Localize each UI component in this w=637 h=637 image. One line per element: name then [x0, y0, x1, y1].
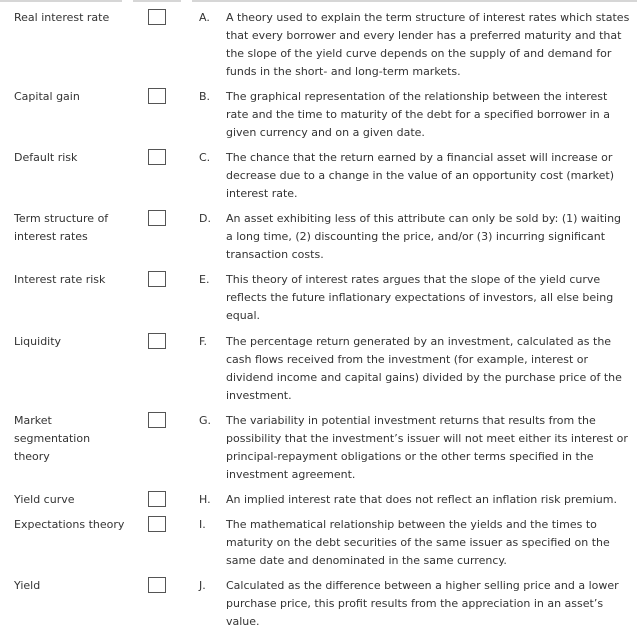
definition-letter: C.	[199, 151, 211, 164]
term-label: Default risk	[14, 151, 78, 164]
answer-input-box[interactable]	[148, 271, 166, 287]
term-label: Yield curve	[14, 493, 75, 506]
term-label: Interest rate risk	[14, 273, 106, 286]
definition-text: The graphical representation of the relationship between the interest rate and the time to maturity of the debt for a specified borrower in a given currency and on a given date.	[226, 90, 611, 139]
answer-input-box[interactable]	[148, 412, 166, 428]
definition-text: The mathematical relationship between the yields and the times to maturity on the debt securities of the same issuer as specified on the same date and denominated in the same currency.	[226, 518, 610, 567]
answer-input-box[interactable]	[148, 149, 166, 165]
definition-text: This theory of interest rates argues that the slope of the yield curve reflects the future inflationary expectations of investors, all else being equal.	[226, 273, 614, 322]
definition-text: A theory used to explain the term structure of interest rates which states that every borrower and every lender has a preferred maturity and that the slope of the yield curve depends on the supply of and demand for funds in the short- and long-term markets.	[226, 11, 630, 78]
definition-text: Calculated as the difference between a higher selling price and a lower purchase price, this profit results from the appreciation in an asset’s value.	[226, 579, 619, 628]
definition-text: An asset exhibiting less of this attribute can only be sold by: (1) waiting a long time, (2) discounting the price, and/or (3) incurring significant transaction costs.	[226, 212, 622, 261]
definition-text: The percentage return generated by an investment, calculated as the cash flows received from the investment (for example, interest or dividend income and capital gains) divided by the purchase price of the investment.	[226, 335, 622, 402]
definition-letter: E.	[199, 273, 210, 286]
definition-text: The variability in potential investment returns that results from the possibility that the investment’s issuer will not meet either its interest or principal-repayment obligations or the other terms specified in the investment agreement.	[226, 414, 628, 481]
term-label: Liquidity	[14, 335, 62, 348]
definition-letter: G.	[199, 414, 212, 427]
definition-text: The chance that the return earned by a financial asset will increase or decrease due to a change in the value of an opportunity cost (market) interest rate.	[226, 151, 614, 200]
term-label: Capital gain	[14, 90, 80, 103]
definition-letter: I.	[199, 518, 206, 531]
answer-input-box[interactable]	[148, 210, 166, 226]
answer-input-box[interactable]	[148, 9, 166, 25]
definition-letter: J.	[199, 579, 206, 592]
top-divider-right	[192, 0, 637, 2]
term-label: Market segmentation theory	[14, 414, 91, 463]
definition-text: An implied interest rate that does not reflect an inflation risk premium.	[226, 493, 617, 506]
top-divider-middle	[133, 0, 181, 2]
term-label: Yield	[14, 579, 41, 592]
answer-input-box[interactable]	[148, 333, 166, 349]
term-label: Real interest rate	[14, 11, 110, 24]
answer-input-box[interactable]	[148, 577, 166, 593]
term-label: Term structure of interest rates	[14, 212, 109, 243]
definition-letter: F.	[199, 335, 208, 348]
definition-letter: B.	[199, 90, 211, 103]
answer-input-box[interactable]	[148, 491, 166, 507]
definition-letter: D.	[199, 212, 211, 225]
term-label: Expectations theory	[14, 518, 125, 531]
top-divider-left	[0, 0, 122, 2]
answer-input-box[interactable]	[148, 516, 166, 532]
answer-input-box[interactable]	[148, 88, 166, 104]
definition-letter: A.	[199, 11, 210, 24]
definition-letter: H.	[199, 493, 211, 506]
